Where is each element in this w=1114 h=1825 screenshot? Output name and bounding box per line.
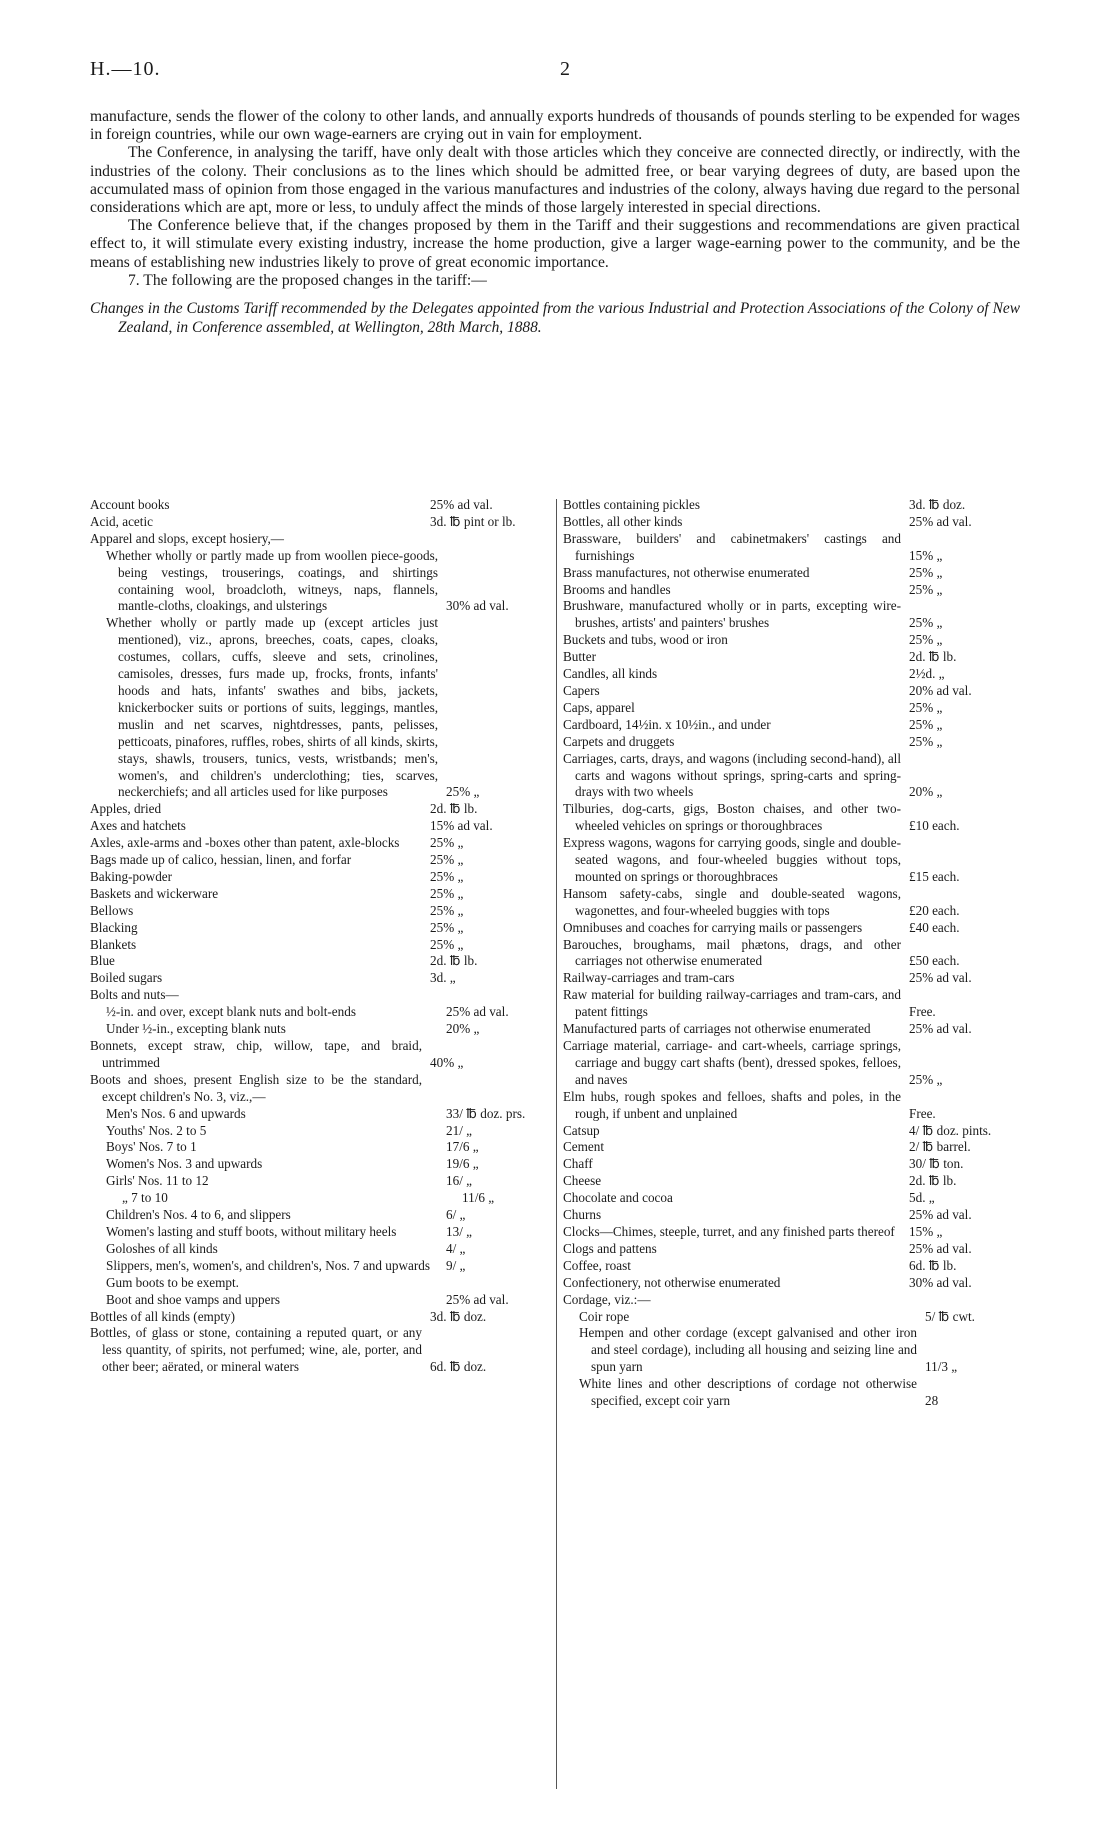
tariff-item-name: Bottles containing pickles <box>563 497 700 512</box>
tariff-item-rate: 6/ „ <box>446 1207 466 1223</box>
tariff-item-name: Blacking <box>90 919 138 935</box>
tariff-item-name: Gum boots to be exempt. <box>106 1274 239 1290</box>
tariff-item-name: Brassware, builders' and cabinetmakers' castings and furnishings <box>563 530 901 563</box>
tariff-entry <box>90 548 530 616</box>
tariff-item-name: Churns <box>563 1207 602 1223</box>
tariff-item-rate: 25% ad val. <box>909 1240 972 1256</box>
tariff-item-name: Account books <box>90 497 170 512</box>
tariff-item-name: Axles, axle-arms and -boxes other than patent, axle-blocks <box>90 835 400 851</box>
tariff-item-name: Cordage, viz.:— <box>563 1291 651 1307</box>
tariff-entry <box>90 886 530 903</box>
tariff-item-rate: 25% „ <box>909 564 943 580</box>
tariff-item-name: Men's Nos. 6 and upwards <box>106 1105 246 1121</box>
tariff-item-rate: 25% „ <box>430 919 464 935</box>
tariff-item-name: Hansom safety-cabs, single and double-seated wagons, wagonettes, and four-wheeled buggies with tops <box>563 885 901 918</box>
tariff-item-name: Brass manufactures, not otherwise enumerated <box>563 564 810 580</box>
tariff-item-rate: 15% „ <box>909 1223 943 1239</box>
tariff-entry <box>90 497 530 514</box>
tariff-entry <box>563 717 1025 734</box>
tariff-entry <box>563 1139 1025 1156</box>
tariff-entry <box>563 1173 1025 1190</box>
tariff-entry <box>563 700 1025 717</box>
tariff-entry <box>563 632 1025 649</box>
tariff-item-name: Bellows <box>90 902 134 918</box>
tariff-item-name: Chocolate and cocoa <box>563 1190 673 1206</box>
tariff-item-name: Capers <box>563 682 600 698</box>
tariff-entry <box>90 937 530 954</box>
tariff-entry <box>90 1021 530 1038</box>
tariff-item-rate: 25% ad val. <box>446 1004 509 1020</box>
tariff-entry <box>563 886 1025 920</box>
tariff-item-name: Slippers, men's, women's, and children's, Nos. 7 and upwards <box>106 1257 430 1273</box>
tariff-entry <box>90 1325 530 1376</box>
tariff-item-name: Baskets and wickerware <box>90 885 219 901</box>
tariff-entry <box>563 1325 1025 1376</box>
intro-text <box>90 108 1020 337</box>
intro-paragraph: 7. The following are the proposed changes in the tariff:— <box>128 271 487 289</box>
tariff-item-rate: 2d. ℔ lb. <box>909 1173 957 1189</box>
tariff-item-rate: Free. <box>909 1105 936 1121</box>
tariff-item-name: Barouches, broughams, mail phætons, drags, and other carriages not otherwise enumerated <box>563 936 901 969</box>
tariff-entry <box>90 1156 530 1173</box>
tariff-entry <box>563 1038 1025 1089</box>
tariff-item-rate: 20% „ <box>446 1021 480 1037</box>
tariff-item-name: „ 7 to 10 <box>122 1190 168 1206</box>
tariff-entry <box>563 1089 1025 1123</box>
tariff-item-rate: 25% ad val. <box>446 1291 509 1307</box>
tariff-item-name: Youths' Nos. 2 to 5 <box>106 1122 207 1138</box>
tariff-entry <box>90 1072 530 1106</box>
tariff-item-name: Carriage material, carriage- and cart-wheels, carriage springs, carriage and buggy cart shafts (bent), dressed spokes, felloes, and naves <box>563 1038 901 1087</box>
tariff-item-name: Children's Nos. 4 to 6, and slippers <box>106 1207 291 1223</box>
tariff-item-rate: 5d. „ <box>909 1190 935 1206</box>
tariff-entry <box>90 1106 530 1123</box>
tariff-item-rate: 2d. ℔ lb. <box>430 953 478 969</box>
tariff-item-rate: 25% „ <box>909 699 943 715</box>
tariff-item-rate: 9/ „ <box>446 1257 466 1273</box>
tariff-item-name: Clocks—Chimes, steeple, turret, and any finished parts thereof <box>563 1223 895 1239</box>
tariff-entry <box>563 1275 1025 1292</box>
tariff-item-rate: 2d. ℔ lb. <box>909 649 957 665</box>
tariff-item-name: Clogs and pattens <box>563 1240 657 1256</box>
tariff-item-rate: 20% „ <box>909 784 943 800</box>
tariff-item-name: Bottles, of glass or stone, containing a reputed quart, or any less quantity, of spirits, not perfumed; wine, ale, porter, and other beer; aërated, or mineral waters <box>90 1325 422 1375</box>
tariff-entry <box>563 801 1025 835</box>
tariff-item-rate: 13/ „ <box>446 1223 473 1239</box>
tariff-entry <box>563 970 1025 987</box>
tariff-item-name: Axes and hatchets <box>90 818 186 834</box>
tariff-item-name: Whether wholly or partly made up from woollen piece-goods, being vestings, trouserings, coatings, and shirtings containing wool, broadcloth, witneys, naps, flannels, mantle-cloths, cloakings, and ulsterings <box>106 547 438 614</box>
tariff-entry <box>563 1224 1025 1241</box>
tariff-entry <box>90 615 530 801</box>
tariff-item-name: Under ½-in., excepting blank nuts <box>106 1021 286 1037</box>
tariff-item-rate: 6d. ℔ doz. <box>430 1359 487 1375</box>
tariff-entry <box>90 1309 530 1326</box>
tariff-item-name: Manufactured parts of carriages not otherwise enumerated <box>563 1021 871 1037</box>
tariff-item-name: Candles, all kinds <box>563 666 658 682</box>
tariff-item-name: Cement <box>563 1139 605 1155</box>
tariff-item-name: Bottles, all other kinds <box>563 513 683 529</box>
tariff-entry <box>563 497 1025 514</box>
tariff-item-rate: 25% „ <box>430 936 464 952</box>
tariff-entry <box>563 1292 1025 1309</box>
tariff-item-name: Women's Nos. 3 and upwards <box>106 1156 263 1172</box>
tariff-item-rate: 25% „ <box>430 852 464 868</box>
tariff-entry <box>90 531 530 548</box>
tariff-item-name: Cardboard, 14½in. x 10½in., and under <box>563 716 771 732</box>
tariff-entry <box>563 565 1025 582</box>
tariff-entry <box>563 1241 1025 1258</box>
tariff-item-name: Hempen and other cordage (except galvanised and other iron and steel cordage), including all housing and seizing line and spun yarn <box>579 1325 917 1375</box>
tariff-item-name: Bottles of all kinds (empty) <box>90 1308 236 1324</box>
tariff-entry <box>90 1123 530 1140</box>
tariff-item-name: Bags made up of calico, hessian, linen, and forfar <box>90 852 352 868</box>
tariff-item-rate: 25% „ <box>909 581 943 597</box>
tariff-item-name: Boys' Nos. 7 to 1 <box>106 1139 197 1155</box>
tariff-item-rate: 11/3 „ <box>925 1359 958 1375</box>
tariff-item-rate: 25% „ <box>909 716 943 732</box>
tariff-item-rate: 30/ ℔ ton. <box>909 1156 964 1172</box>
tariff-entry <box>563 751 1025 802</box>
tariff-item-rate: £10 each. <box>909 818 960 834</box>
tariff-entry <box>563 649 1025 666</box>
tariff-item-name: Tilburies, dog-carts, gigs, Boston chaises, and other two-wheeled vehicles on springs or thoroughbraces <box>563 801 901 834</box>
tariff-entry <box>90 852 530 869</box>
tariff-item-name: Goloshes of all kinds <box>106 1240 218 1256</box>
tariff-item-rate: 15% „ <box>909 547 943 563</box>
tariff-item-name: Express wagons, wagons for carrying goods, single and double-seated wagons, and four-wheeled buggies without tops, mounted on springs or thoroughbraces <box>563 835 901 884</box>
tariff-item-rate: 25% „ <box>430 835 464 851</box>
tariff-entry <box>563 1021 1025 1038</box>
tariff-entry <box>90 818 530 835</box>
tariff-entry <box>90 801 530 818</box>
tariff-item-name: Blue <box>90 953 115 969</box>
tariff-item-rate: 21/ „ <box>446 1122 473 1138</box>
tariff-item-rate: 25% ad val. <box>909 513 972 529</box>
tariff-entry <box>563 1123 1025 1140</box>
tariff-item-rate: 28 <box>925 1393 939 1409</box>
tariff-item-name: Boots and shoes, present English size to be the standard, except children's No. 3, viz.,— <box>90 1071 422 1104</box>
tariff-item-rate: 2d. ℔ lb. <box>430 801 478 817</box>
tariff-item-rate: 25% „ <box>909 733 943 749</box>
tariff-item-name: Catsup <box>563 1122 600 1138</box>
tariff-item-name: Butter <box>563 649 596 665</box>
tariff-item-name: Boot and shoe vamps and uppers <box>106 1291 280 1307</box>
tariff-entry <box>90 1004 530 1021</box>
tariff-item-name: Railway-carriages and tram-cars <box>563 970 735 986</box>
tariff-entry <box>563 582 1025 599</box>
tariff-item-name: Buckets and tubs, wood or iron <box>563 632 728 648</box>
intro-paragraph: The Conference, in analysing the tariff, have only dealt with those articles which they conceive are connected directly, or indirectly, with the industries of the colony. Their conclusions as to the lines which should be admitted free, or bear varying degrees of duty, are based upon the accumulated mass of opinion from those engaged in the various manufactures and industries of the colony, always having due regard to the personal considerations which are apt, more or less, to unduly affect the minds of those largely interested in special directions. <box>90 144 1020 217</box>
page-number: 2 <box>560 58 570 80</box>
tariff-entry <box>90 1207 530 1224</box>
tariff-entry <box>90 1038 530 1072</box>
tariff-entry <box>90 1173 530 1190</box>
intro-paragraph: manufacture, sends the flower of the colony to other lands, and annually exports hundreds of thousands of pounds sterling to be expended for wages in foreign countries, while our own wage-earners are crying out in vain for employment. <box>90 108 1020 144</box>
tariff-item-rate: 30% ad val. <box>909 1274 972 1290</box>
tariff-entry <box>563 920 1025 937</box>
tariff-entry <box>563 1156 1025 1173</box>
tariff-item-rate: 16/ „ <box>446 1173 473 1189</box>
tariff-item-name: Carriages, carts, drays, and wagons (including second-hand), all carts and wagons without springs, spring-carts and spring-drays with two wheels <box>563 750 902 800</box>
tariff-entry <box>90 920 530 937</box>
document-reference: H.—10. <box>90 58 161 80</box>
tariff-item-rate: 25% „ <box>430 885 464 901</box>
tariff-item-name: Elm hubs, rough spokes and felloes, shafts and poles, in the rough, if unbent and unplained <box>563 1088 901 1121</box>
tariff-entry <box>90 1224 530 1241</box>
tariff-entry <box>90 903 530 920</box>
tariff-item-rate: 3d. ℔ doz. <box>909 497 966 512</box>
tariff-item-name: Confectionery, not otherwise enumerated <box>563 1274 781 1290</box>
tariff-entry <box>90 1292 530 1309</box>
tariff-item-rate: Free. <box>909 1004 936 1020</box>
tariff-entry <box>563 835 1025 886</box>
tariff-item-name: White lines and other descriptions of cordage not otherwise specified, except coir yarn <box>579 1376 917 1409</box>
tariff-item-rate: 25% ad val. <box>909 1021 972 1037</box>
tariff-entry <box>563 1309 1025 1326</box>
tariff-item-rate: 2/ ℔ barrel. <box>909 1139 971 1155</box>
tariff-item-rate: £50 each. <box>909 953 960 969</box>
tariff-item-rate: 25% „ <box>430 868 464 884</box>
tariff-entry <box>90 1139 530 1156</box>
tariff-item-rate: 5/ ℔ cwt. <box>925 1308 975 1324</box>
tariff-item-rate: 25% „ <box>909 632 943 648</box>
tariff-item-rate: £15 each. <box>909 868 960 884</box>
tariff-item-name: Raw material for building railway-carriages and tram-cars, and patent fittings <box>563 987 901 1020</box>
tariff-entry <box>563 937 1025 971</box>
tariff-item-rate: 25% „ <box>909 1071 943 1087</box>
tariff-item-name: Cheese <box>563 1173 602 1189</box>
tariff-item-name: Carpets and druggets <box>563 733 675 749</box>
tariff-item-name: Coir rope <box>579 1308 630 1324</box>
column-divider <box>556 499 557 1789</box>
tariff-item-rate: 2½d. „ <box>909 666 945 682</box>
tariff-item-rate: 20% ad val. <box>909 682 972 698</box>
tariff-item-rate: 3d. ℔ pint or lb. <box>430 513 516 529</box>
tariff-item-name: Brushware, manufactured wholly or in parts, excepting wire-brushes, artists' and painters' brushes <box>563 598 901 631</box>
tariff-entry <box>563 514 1025 531</box>
tariff-item-name: Brooms and handles <box>563 581 671 597</box>
tariff-entry <box>90 1258 530 1275</box>
tariff-entry <box>90 835 530 852</box>
tariff-entry <box>90 1190 530 1207</box>
tariff-item-name: Bonnets, except straw, chip, willow, tape, and braid, untrimmed <box>90 1038 422 1070</box>
tariff-entry <box>563 531 1025 565</box>
tariff-item-rate: 25% „ <box>909 615 943 631</box>
tariff-item-rate: 3d. „ <box>430 970 456 986</box>
tariff-item-rate: 4/ „ <box>446 1240 466 1256</box>
tariff-item-rate: 25% „ <box>430 902 464 918</box>
intro-paragraph: The Conference believe that, if the changes proposed by them in the Tariff and their suggestions and recommendations are given practical effect to, it will stimulate every existing industry, increase the home production, give a larger wage-earning power to the community, and be the means of establishing new industries likely to prove of great economic importance. <box>90 217 1020 271</box>
tariff-entry <box>90 869 530 886</box>
tariff-item-rate: 25% „ <box>446 784 480 800</box>
tariff-entry <box>563 1376 1025 1410</box>
tariff-item-name: Acid, acetic <box>90 513 153 529</box>
tariff-item-rate: 25% ad val. <box>909 1207 972 1223</box>
tariff-item-rate: 40% „ <box>430 1054 464 1070</box>
tariff-item-rate: £40 each. <box>909 919 960 935</box>
tariff-item-name: Girls' Nos. 11 to 12 <box>106 1173 209 1189</box>
table-caption: Changes in the Customs Tariff recommended by the Delegates appointed from the various Industrial and Protection Associations of the Colony of New Zealand, in Conference assembled, at Wellington, 28th March, 1888. <box>90 300 1020 336</box>
tariff-item-name: Coffee, roast <box>563 1257 631 1273</box>
tariff-item-name: Boiled sugars <box>90 970 163 986</box>
tariff-item-name: Caps, apparel <box>563 699 635 715</box>
page-header <box>90 58 1020 88</box>
tariff-item-rate: 19/6 „ <box>446 1156 479 1172</box>
tariff-item-name: Bolts and nuts— <box>90 987 179 1003</box>
tariff-entry <box>563 683 1025 700</box>
tariff-item-rate: 3d. ℔ doz. <box>430 1308 487 1324</box>
tariff-item-rate: 15% ad val. <box>430 818 493 834</box>
tariff-item-rate: 25% ad val. <box>430 497 493 512</box>
tariff-item-name: Women's lasting and stuff boots, without military heels <box>106 1223 397 1239</box>
tariff-entry <box>90 970 530 987</box>
tariff-entry <box>563 1207 1025 1224</box>
tariff-item-rate: 4/ ℔ doz. pints. <box>909 1122 992 1138</box>
tariff-item-name: Baking-powder <box>90 868 173 884</box>
tariff-column-left <box>90 497 530 1376</box>
tariff-item-name: Apples, dried <box>90 801 162 817</box>
tariff-entry <box>563 1190 1025 1207</box>
tariff-item-rate: 33/ ℔ doz. prs. <box>446 1105 526 1121</box>
tariff-entry <box>563 734 1025 751</box>
tariff-item-name: Apparel and slops, except hosiery,— <box>90 530 284 546</box>
tariff-item-name: Blankets <box>90 936 137 952</box>
tariff-item-rate: 25% ad val. <box>909 970 972 986</box>
tariff-item-name: Whether wholly or partly made up (except articles just mentioned), viz., aprons, breeches, coats, capes, cloaks, costumes, collars, cuffs, sleeve and sets, crinolines, camisoles, dresses, furs made up, frocks, fronts, infants' hoods and hats, infants' swathes and bibs, jackets, knickerbocker suits or portions of suits, leggings, mantles, muslin and net scarves, nightdresses, pants, pelisses, petticoats, pinafores, ruffles, robes, shirts of all kinds, skirts, stays, shawls, trousers, tunics, vests, wristbands; men's, women's, and children's underclothing; ties, scarves, neckerchiefs; and all articles used for like purposes <box>106 615 438 800</box>
tariff-entry <box>90 514 530 531</box>
tariff-item-rate: 17/6 „ <box>446 1139 479 1155</box>
tariff-entry <box>563 1258 1025 1275</box>
tariff-item-name: ½-in. and over, except blank nuts and bolt-ends <box>106 1004 356 1020</box>
tariff-item-name: Chaff <box>563 1156 593 1172</box>
tariff-entry <box>563 666 1025 683</box>
tariff-entry <box>563 987 1025 1021</box>
tariff-entry <box>90 953 530 970</box>
tariff-item-name: Omnibuses and coaches for carrying mails or passengers <box>563 919 863 935</box>
tariff-entry <box>90 1275 530 1292</box>
tariff-column-right <box>563 497 1025 1410</box>
tariff-item-rate: 6d. ℔ lb. <box>909 1257 957 1273</box>
tariff-entry <box>90 987 530 1004</box>
tariff-item-rate: 30% ad val. <box>446 598 509 614</box>
tariff-item-rate: £20 each. <box>909 902 960 918</box>
tariff-entry <box>90 1241 530 1258</box>
tariff-item-rate: 11/6 „ <box>462 1190 495 1206</box>
tariff-entry <box>563 598 1025 632</box>
